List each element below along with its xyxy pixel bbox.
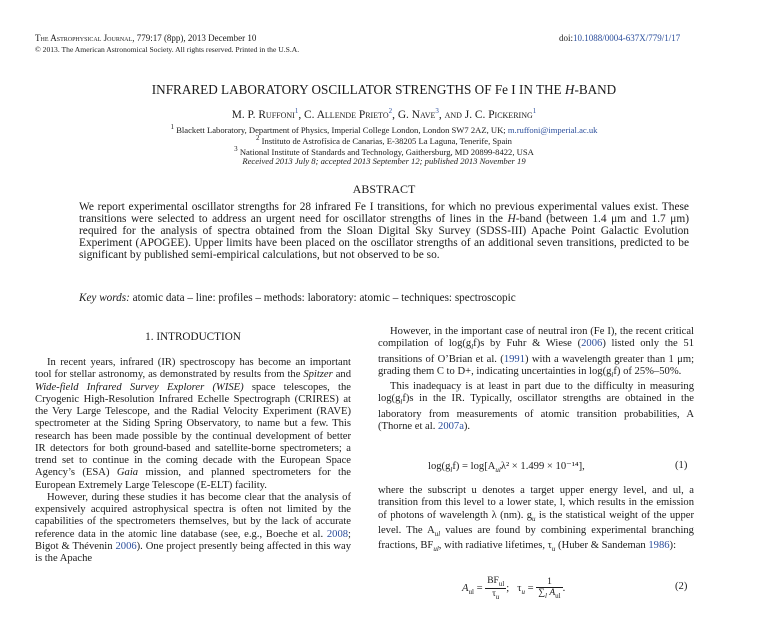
title-part1: INFRARED LABORATORY OSCILLATOR STRENGTHS OF Fe I IN THE bbox=[151, 82, 565, 97]
citation-link[interactable]: 2007a bbox=[438, 421, 464, 433]
intro-paragraph-1: In recent years, infrared (IR) spectroscopy has become an important tool for stellar astronomy, as demonstrated by results from the Spitzer and Wide-field Infrared Survey Explorer (WISE) space telescopes, the Cryogenic High-Resolution Infrared Echelle Spectrograph (CRIRES) at the Very Large Telescope, and the Radial Velocity Experiment (RAVE) spectrometer at the Siding Spring Observatory, to name but a few. This research has been made possible by the continual development of better IR detectors for both ground-based and satellite-borne spectrometers; a trend set to continue in the coming decade with the European Space Agency’s (ESA) Gaia mission, and planned spectrometers for the European Extremely Large Telescope (E-ELT) facility. bbox=[35, 357, 351, 491]
abstract-text: We report experimental oscillator strengths for 28 infrared Fe I transitions, for which no previous experimental values exist. These transitions were selected to address an urgent need for oscillator strengths of lines in the H-band (between 1.4 μm and 1.7 μm) required for the analysis of spectra obtained from the Sloan Digital Sky Survey (SDSS-III) Apache Point Galactic Evolution Experiment (APOGEE). Upper limits have been placed on the oscillator strengths of an additional seven transitions, predicted to be significant by published semi-empirical calculations, but not observed to be so. bbox=[79, 201, 689, 262]
copyright: © 2013. The American Astronomical Society. All rights reserved. Printed in the U.S.A. bbox=[35, 45, 300, 54]
title-part3: -BAND bbox=[574, 82, 617, 97]
doi-link[interactable]: 10.1088/0004-637X/779/1/17 bbox=[573, 33, 681, 43]
equation-1-number: (1) bbox=[675, 460, 688, 471]
doi-prefix: doi: bbox=[559, 33, 574, 43]
abstract-heading: ABSTRACT bbox=[352, 182, 416, 196]
author-2: C. Allende Prieto bbox=[304, 108, 389, 121]
author-4: and J. C. Pickering bbox=[444, 108, 533, 121]
author-1: M. P. Ruffoni bbox=[231, 108, 295, 121]
intro-column-right-top bbox=[378, 326, 694, 433]
keywords bbox=[79, 292, 516, 304]
eq2-fraction-bf: $\frac{BF_{ul}}{\tau_u}$ bbox=[487, 576, 505, 601]
author-1-aff[interactable]: 1 bbox=[294, 107, 299, 115]
author-3-aff[interactable]: 3 bbox=[435, 107, 439, 115]
journal-name: The Astrophysical Journal bbox=[35, 33, 133, 43]
right-paragraph-2: This inadequacy is at least in part due to the difficulty in measuring $\log(g_lf)s$ in the IR. Typically, oscillator strengths are obtained in the laboratory from measurements of atomic transition probabilities, A (Thorne et al. 2007a). bbox=[378, 381, 694, 433]
citation-link[interactable]: 2006 bbox=[581, 338, 603, 350]
author-2-aff[interactable]: 2 bbox=[388, 107, 393, 115]
doi bbox=[559, 33, 680, 43]
affiliation-2: $^2$ Instituto de Astrofísica de Canarias, E-38205 La Laguna, Tenerife, Spain bbox=[256, 134, 512, 146]
right-paragraph-1: However, in the important case of neutral iron (Fe I), the recent critical compilation of $\log(g_lf)s$ by Fuhr & Wiese (2006) listed only the 51 transitions of O’Brian et al. (1991) with a wavelength greater than 1 μm; grading them C to D+, indicating uncertainties in $\log(g_lf)$ of 25%–50%. bbox=[378, 326, 695, 379]
section-heading-introduction: 1. INTRODUCTION bbox=[145, 331, 241, 343]
intro-paragraph-2: However, during these studies it has become clear that the analysis of expensively acquired astrophysical spectra is often not limited by the capabilities of the spectrometers themselves, but by the lack of accurate reference data in the atomic line database (see, e.g., Boeche et al. 2008; Bigot & Thévenin 2006). One project presently being affected in this way is the Apache bbox=[35, 491, 352, 564]
journal-header bbox=[35, 33, 256, 43]
author-email-link[interactable]: m.ruffoni@imperial.ac.uk bbox=[507, 124, 598, 135]
citation-link[interactable]: 1991 bbox=[503, 353, 525, 365]
citation-link[interactable]: 2006 bbox=[115, 540, 137, 552]
received-dates: Received 2013 July 8; accepted 2013 September 12; published 2013 November 19 bbox=[242, 156, 526, 166]
title-part2: H bbox=[564, 82, 575, 97]
keywords-label: Key words: bbox=[79, 292, 130, 304]
author-list: M. P. Ruffoni$^1$, C. Allende Prieto$^2$, G. Nave$^3$, and J. C. Pickering$^1$ bbox=[231, 107, 537, 121]
eq2-fraction-tau: $\frac{1}{\sum_l A_{ul}}$ bbox=[538, 576, 561, 600]
author-3: G. Nave bbox=[397, 108, 436, 121]
journal-citation: , 779:17 (8pp), 2013 December 10 bbox=[132, 33, 257, 43]
author-4-aff[interactable]: 1 bbox=[532, 107, 537, 115]
keywords-list: atomic data – line: profiles – methods: laboratory: atomic – techniques: spectroscopic bbox=[129, 292, 516, 304]
affiliation-1: $^1$ Blackett Laboratory, Department of Physics, Imperial College London, London SW7 2AZ, UK; m.ruffoni@imperial.ac.uk bbox=[170, 123, 598, 135]
equation-2-number: (2) bbox=[675, 581, 688, 592]
equation-2: $A_{ul}$ = $\frac{BF_{ul}}{\tau_u}$ ; $\tau_u$ = $\frac{1}{\sum_l A_{ul}}$ . bbox=[462, 576, 566, 601]
intro-column-left bbox=[35, 357, 351, 565]
paper-title bbox=[0, 82, 768, 98]
equation-1: $\log(g_lf) = \log[A_{ul}\lambda^2 \times 1.499 \times 10^{-14}]$, bbox=[428, 461, 585, 475]
intro-column-right-mid bbox=[378, 485, 694, 556]
right-paragraph-3: where the subscript u denotes a target upper energy level, and ul, a transition from this level to a lower state, l, which results in the emission of photons of wavelength λ (nm). $g_u$ is the statistical weight of the upper level. The $A_{ul}$ values are found by combining experimental branching fractions, $BF_{ul}$, with radiative lifetimes, $\tau_u$ (Huber & Sandeman 1986): bbox=[378, 485, 694, 554]
citation-link[interactable]: 1986 bbox=[648, 540, 670, 552]
citation-link[interactable]: 2008 bbox=[326, 528, 349, 540]
affiliation-3: $^3$ National Institute of Standards and Technology, Gaithersburg, MD 20899-8422, USA bbox=[234, 145, 534, 157]
